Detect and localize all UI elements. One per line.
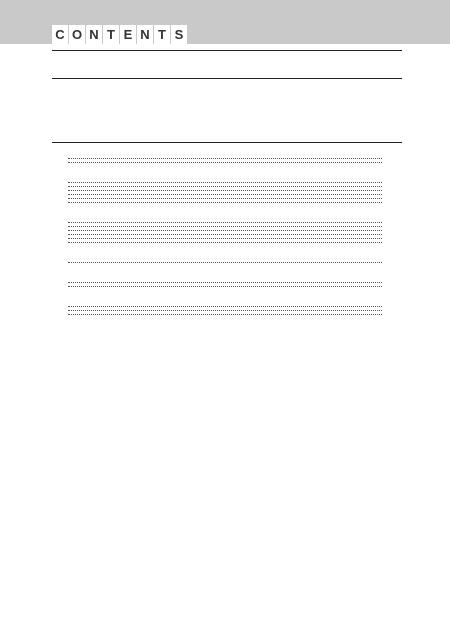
section-gap xyxy=(52,206,402,214)
dot-leader xyxy=(68,182,382,183)
section-gap xyxy=(52,246,402,254)
dot-leader xyxy=(68,306,382,307)
contents-letter: C xyxy=(52,25,68,44)
section-gap xyxy=(52,166,402,174)
dot-leader xyxy=(68,286,382,287)
dot-leader xyxy=(68,222,382,223)
dot-leader xyxy=(68,162,382,163)
section-gap xyxy=(52,266,402,274)
top-rule xyxy=(52,50,402,51)
contents-letter: N xyxy=(86,25,102,44)
section-gap xyxy=(52,290,402,298)
heading-rule xyxy=(52,142,402,143)
contents-label xyxy=(52,25,187,44)
dot-leader xyxy=(68,262,382,263)
contents-letter: T xyxy=(154,25,170,44)
dot-leader xyxy=(68,282,382,283)
dot-leader xyxy=(68,234,382,235)
dot-leader xyxy=(68,314,382,315)
contents-letter: E xyxy=(120,25,136,44)
dot-leader xyxy=(68,158,382,159)
dot-leader xyxy=(68,202,382,203)
dot-leader xyxy=(68,186,382,187)
section-gap xyxy=(52,318,402,326)
contents-letter: N xyxy=(137,25,153,44)
contents-letter: O xyxy=(69,25,85,44)
dot-leader xyxy=(68,238,382,239)
dot-leader xyxy=(68,310,382,311)
dot-leader xyxy=(68,194,382,195)
dot-leader xyxy=(68,190,382,191)
dot-leader xyxy=(68,226,382,227)
contents-letter: S xyxy=(171,25,187,44)
table-of-contents xyxy=(52,150,402,326)
title-rule xyxy=(52,78,402,79)
contents-letter: T xyxy=(103,25,119,44)
dot-leader xyxy=(68,230,382,231)
dot-leader xyxy=(68,198,382,199)
dot-leader xyxy=(68,242,382,243)
